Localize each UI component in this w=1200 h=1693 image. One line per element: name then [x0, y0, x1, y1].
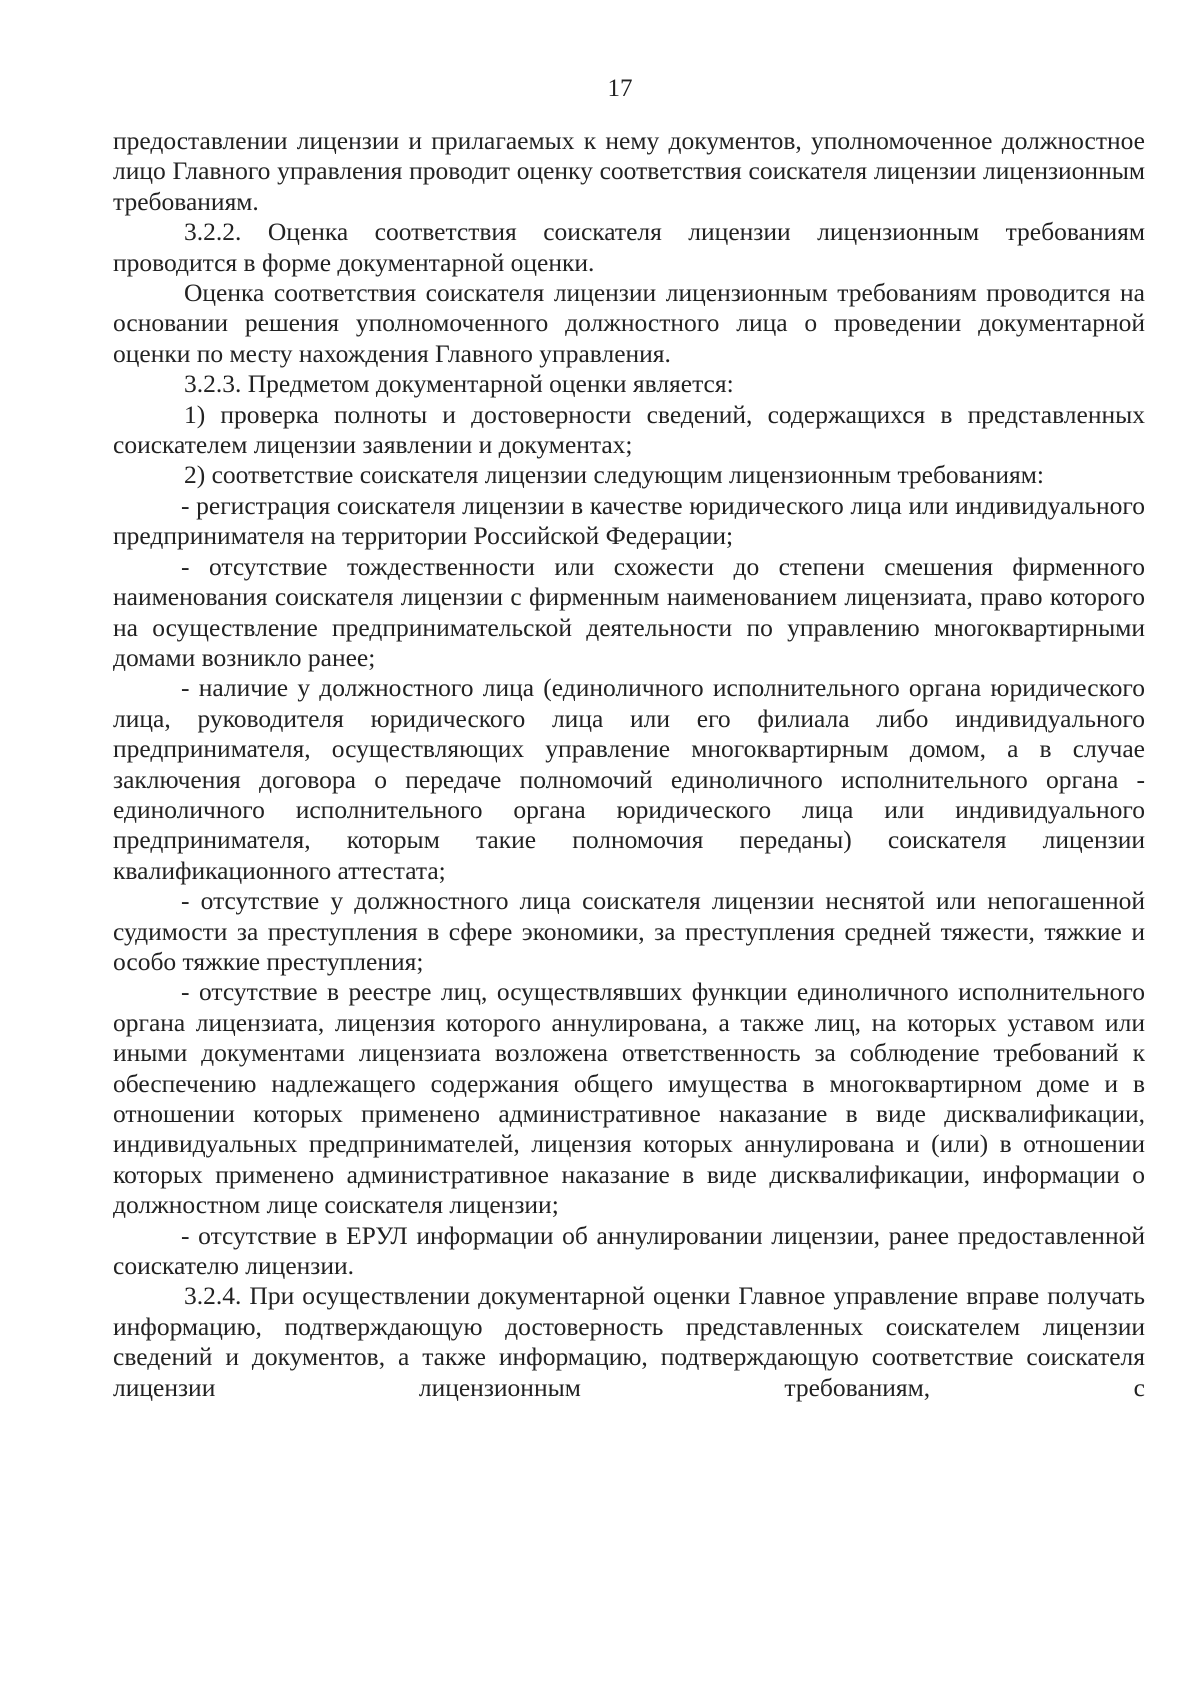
requirement-company-name: - отсутствие тождественности или схожести до степени смешения фирменного наименования соискателя лицензии с фирменным наименованием лицензиата, право которого на осуществление предпринимательской деятельности по управлению многоквартирными домами возникло ранее; [113, 551, 1145, 672]
list-item-2: 2) соответствие соискателя лицензии следующим лицензионным требованиям: [184, 460, 1044, 490]
document-body [113, 126, 1145, 1403]
paragraph-3-2-3: 3.2.3. Предметом документарной оценки является: [184, 369, 734, 399]
requirement-no-criminal-record: - отсутствие у должностного лица соискателя лицензии неснятой или непогашенной судимости за преступления в сфере экономики, за преступления средней тяжести, тяжкие и особо тяжкие преступления; [113, 886, 1145, 976]
paragraph-3-2-2: 3.2.2. Оценка соответствия соискателя лицензии лицензионным требованиям проводится в форме документарной оценки. [113, 217, 1145, 277]
paragraph-continuation: предоставлении лицензии и прилагаемых к нему документов, уполномоченное должностное лицо Главного управления проводит оценку соответствия соискателя лицензии лицензионным требованиям. [113, 126, 1145, 216]
page-number: 17 [607, 75, 633, 102]
requirement-erul-annulment: - отсутствие в ЕРУЛ информации об аннулировании лицензии, ранее предоставленной соискателю лицензии. [113, 1220, 1145, 1281]
requirement-disqualification-registry: - отсутствие в реестре лиц, осуществлявших функции единоличного исполнительного органа лицензиата, лицензия которого аннулирована, а также лиц, на которых уставом или иными документами лицензиата возложена ответственность за соблюдение требований к обеспечению надлежащего содержания общего имущества в многоквартирном доме и в отношении которых применено административное наказание в виде дисквалификации, индивидуальных предпринимателей, лицензия которых аннулирована и (или) в отношении которых применено административное наказание в виде дисквалификации, информации о должностном лице соискателя лицензии; [113, 977, 1145, 1220]
requirement-qualification-certificate: - наличие у должностного лица (единоличного исполнительного органа юридического лица, руководителя юридического лица или его филиала либо индивидуального предпринимателя, осуществляющих управление многоквартирным домом, а в случае заключения договора о передаче полномочий единоличного исполнительного органа - единоличного исполнительного органа юридического лица или индивидуального предпринимателя, которым такие полномочия переданы) соискателя лицензии квалификационного аттестата; [113, 673, 1145, 885]
paragraph-assessment-basis: Оценка соответствия соискателя лицензии лицензионным требованиям проводится на основании решения уполномоченного должностного лица о проведении документарной оценки по месту нахождения Главного управления. [113, 278, 1145, 368]
paragraph-3-2-4: 3.2.4. При осуществлении документарной оценки Главное управление вправе получать информацию, подтверждающую достоверность представленных соискателем лицензии сведений и документов, а также информацию, подтверждающую соответствие соискателя лицензии лицензионным требованиям, с [113, 1281, 1145, 1402]
requirement-registration: - регистрация соискателя лицензии в качестве юридического лица или индивидуального предпринимателя на территории Российской Федерации; [113, 490, 1145, 551]
list-item-1: 1) проверка полноты и достоверности сведений, содержащихся в представленных соискателем лицензии заявлении и документах; [113, 399, 1145, 460]
